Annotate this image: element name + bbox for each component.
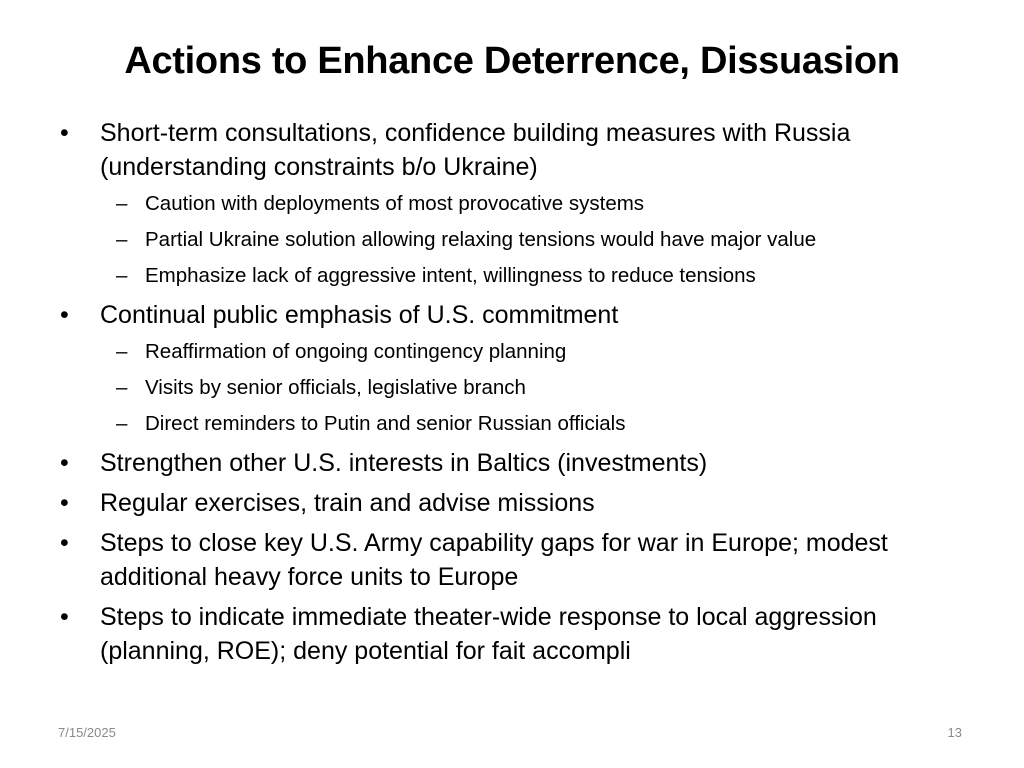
bullet-icon: • xyxy=(60,301,69,329)
sub-item-text: Direct reminders to Putin and senior Russian officials xyxy=(145,412,626,435)
dash-icon: – xyxy=(116,192,128,215)
dash-icon: – xyxy=(116,228,128,251)
bullet-icon: • xyxy=(60,529,69,557)
sub-item xyxy=(56,190,986,218)
bullet-text: Regular exercises, train and advise missions xyxy=(100,489,595,517)
bullet-icon: • xyxy=(60,603,69,631)
bullet-text: Strengthen other U.S. interests in Baltics (investments) xyxy=(100,449,708,477)
dash-icon: – xyxy=(116,264,128,287)
footer-page-number: 13 xyxy=(947,725,962,740)
slide-title: Actions to Enhance Deterrence, Dissuasion xyxy=(124,40,900,82)
bullet-icon: • xyxy=(60,449,69,477)
sub-item xyxy=(56,410,986,438)
bullet-item-theater-response xyxy=(56,600,986,668)
sub-item-text: Reaffirmation of ongoing contingency planning xyxy=(145,340,567,363)
sub-item-text: Visits by senior officials, legislative branch xyxy=(145,376,526,399)
sub-item-text: Caution with deployments of most provocative systems xyxy=(145,192,645,215)
sub-item xyxy=(56,262,986,290)
dash-icon: – xyxy=(116,412,128,435)
dash-icon: – xyxy=(116,340,128,363)
sub-item xyxy=(56,374,986,402)
bullet-item-commitment xyxy=(56,298,986,332)
footer-date: 7/15/2025 xyxy=(58,725,116,740)
slide-body xyxy=(56,116,986,674)
bullet-text: Steps to close key U.S. Army capability gaps for war in Europe; modest additional heavy force units to Europe xyxy=(100,529,888,591)
bullet-text: Continual public emphasis of U.S. commitment xyxy=(100,301,619,329)
dash-icon: – xyxy=(116,376,128,399)
sub-item-text: Emphasize lack of aggressive intent, willingness to reduce tensions xyxy=(145,264,756,287)
sub-item xyxy=(56,338,986,366)
bullet-text: Short-term consultations, confidence building measures with Russia (understanding constraints b/o Ukraine) xyxy=(100,119,851,181)
bullet-icon: • xyxy=(60,119,69,147)
bullet-item-baltics xyxy=(56,446,986,480)
bullet-text: Steps to indicate immediate theater-wide response to local aggression (planning, ROE); deny potential for fait accompli xyxy=(100,603,877,665)
bullet-icon: • xyxy=(60,489,69,517)
bullet-item-consultations xyxy=(56,116,986,184)
bullet-item-exercises xyxy=(56,486,986,520)
sub-item-text: Partial Ukraine solution allowing relaxing tensions would have major value xyxy=(145,228,817,251)
sub-item xyxy=(56,226,986,254)
bullet-item-capability-gaps xyxy=(56,526,986,594)
